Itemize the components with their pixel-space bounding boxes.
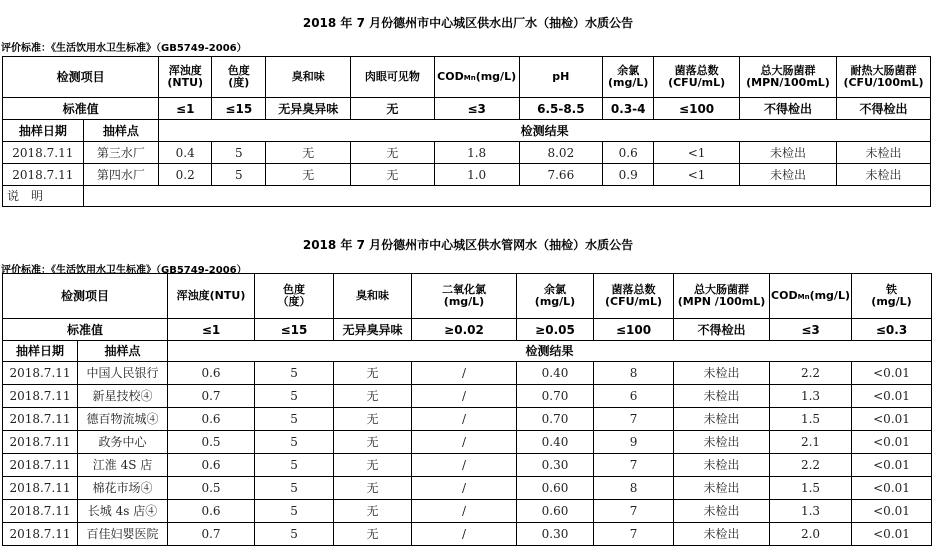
row-odor: 无 — [334, 454, 412, 477]
table-row — [3, 164, 931, 186]
row-date: 2018.7.11 — [3, 454, 78, 477]
row-coliform: 未检出 — [674, 477, 770, 500]
standard-iron: ≤0.3 — [852, 319, 932, 341]
row-turbidity: 0.4 — [159, 142, 212, 164]
row-clo2: / — [412, 431, 517, 454]
row-color: 5 — [255, 454, 334, 477]
row-date: 2018.7.11 — [3, 385, 78, 408]
standard-odor: 无异臭异味 — [266, 98, 351, 120]
row-cod: 1.0 — [434, 164, 519, 186]
row-iron: <0.01 — [852, 385, 932, 408]
row-cod: 2.2 — [770, 362, 852, 385]
header-turbidity: 浑浊度(NTU) — [168, 274, 255, 319]
row-color: 5 — [255, 385, 334, 408]
row-colonies: 7 — [594, 454, 674, 477]
row-colonies: 8 — [594, 362, 674, 385]
row-date: 2018.7.11 — [3, 477, 78, 500]
standard-turbidity: ≤1 — [168, 319, 255, 341]
row-coliform: 未检出 — [674, 362, 770, 385]
row-thermo: 未检出 — [836, 164, 930, 186]
header-coliform: 总大肠菌群 (MPN/100mL) — [739, 57, 836, 98]
notice1-criteria: 评价标准：《生活饮用水卫生标准》（GB5749-2006） — [1, 43, 247, 54]
header-color: 色度 （度） — [255, 274, 334, 319]
section-point: 抽样点 — [78, 341, 168, 362]
row-ph: 7.66 — [519, 164, 603, 186]
standard-label: 标准值 — [3, 319, 168, 341]
row-colonies: 9 — [594, 431, 674, 454]
row-coliform: 未检出 — [674, 408, 770, 431]
row-iron: <0.01 — [852, 408, 932, 431]
header-thermo: 耐热大肠菌群 (CFU/100mL) — [836, 57, 930, 98]
standard-odor: 无异臭异味 — [334, 319, 412, 341]
note-row — [3, 186, 931, 207]
section-header-row — [3, 341, 932, 362]
table-row — [3, 454, 932, 477]
row-date: 2018.7.11 — [3, 142, 84, 164]
row-point: 新星技校④ — [78, 385, 168, 408]
header-cod: CODMn(mg/L) — [770, 274, 852, 319]
header-chlorine: 余氯 (mg/L) — [603, 57, 654, 98]
row-colonies: 7 — [594, 523, 674, 546]
standard-row — [3, 98, 931, 120]
header-iron: 铁 (mg/L) — [852, 274, 932, 319]
row-turbidity: 0.2 — [159, 164, 212, 186]
row-point: 第三水厂 — [83, 142, 159, 164]
section-results: 检测结果 — [159, 120, 931, 142]
row-turbidity: 0.6 — [168, 500, 255, 523]
row-odor: 无 — [334, 362, 412, 385]
row-chlorine: 0.70 — [517, 385, 594, 408]
header-clo2: 二氧化氯 (mg/L) — [412, 274, 517, 319]
outlet-water-table — [2, 56, 931, 207]
row-cod: 2.0 — [770, 523, 852, 546]
header-ph: pH — [519, 57, 603, 98]
row-color: 5 — [255, 431, 334, 454]
section-point: 抽样点 — [83, 120, 159, 142]
row-color: 5 — [255, 500, 334, 523]
standard-coliform: 不得检出 — [739, 98, 836, 120]
row-coliform: 未检出 — [674, 385, 770, 408]
row-point: 江淮 4S 店 — [78, 454, 168, 477]
row-odor: 无 — [334, 431, 412, 454]
row-iron: <0.01 — [852, 362, 932, 385]
row-chlorine: 0.30 — [517, 523, 594, 546]
row-coliform: 未检出 — [674, 500, 770, 523]
row-turbidity: 0.5 — [168, 431, 255, 454]
standard-coliform: 不得检出 — [674, 319, 770, 341]
network-water-table — [2, 273, 932, 546]
row-point: 百佳妇婴医院 — [78, 523, 168, 546]
row-colonies: 7 — [594, 500, 674, 523]
row-date: 2018.7.11 — [3, 408, 78, 431]
row-turbidity: 0.5 — [168, 477, 255, 500]
row-colonies: <1 — [654, 164, 740, 186]
row-odor: 无 — [334, 523, 412, 546]
header-colonies: 菌落总数 (CFU/mL) — [654, 57, 740, 98]
row-date: 2018.7.11 — [3, 164, 84, 186]
row-colonies: 7 — [594, 408, 674, 431]
row-point: 政务中心 — [78, 431, 168, 454]
section-results: 检测结果 — [168, 341, 932, 362]
row-clo2: / — [412, 362, 517, 385]
table-row — [3, 385, 932, 408]
row-color: 5 — [212, 164, 266, 186]
row-coliform: 未检出 — [674, 523, 770, 546]
table-row — [3, 477, 932, 500]
row-color: 5 — [255, 477, 334, 500]
table-row — [3, 500, 932, 523]
standard-visible: 无 — [351, 98, 435, 120]
row-clo2: / — [412, 454, 517, 477]
row-chlorine: 0.30 — [517, 454, 594, 477]
standard-cod: ≤3 — [434, 98, 519, 120]
row-colonies: <1 — [654, 142, 740, 164]
row-cod: 1.8 — [434, 142, 519, 164]
header-cod: CODMn(mg/L) — [434, 57, 519, 98]
standard-ph: 6.5-8.5 — [519, 98, 603, 120]
note-label: 说 明 — [3, 186, 84, 207]
notice2-criteria: 评价标准：《生活饮用水卫生标准》（GB5749-2006） — [1, 265, 247, 276]
row-turbidity: 0.6 — [168, 454, 255, 477]
header-colonies: 菌落总数 (CFU/mL) — [594, 274, 674, 319]
section-date: 抽样日期 — [3, 341, 78, 362]
table-row — [3, 362, 932, 385]
standard-chlorine: 0.3-4 — [603, 98, 654, 120]
header-turbidity: 浑浊度 (NTU) — [159, 57, 212, 98]
header-item: 检测项目 — [3, 274, 168, 319]
standard-color: ≤15 — [212, 98, 266, 120]
row-iron: <0.01 — [852, 431, 932, 454]
row-visible: 无 — [351, 164, 435, 186]
standard-clo2: ≥0.02 — [412, 319, 517, 341]
standard-colonies: ≤100 — [654, 98, 740, 120]
row-date: 2018.7.11 — [3, 500, 78, 523]
row-cod: 1.3 — [770, 500, 852, 523]
row-odor: 无 — [266, 142, 351, 164]
table-row — [3, 408, 932, 431]
section-header-row — [3, 120, 931, 142]
row-odor: 无 — [266, 164, 351, 186]
row-clo2: / — [412, 500, 517, 523]
row-date: 2018.7.11 — [3, 431, 78, 454]
row-date: 2018.7.11 — [3, 523, 78, 546]
row-turbidity: 0.7 — [168, 385, 255, 408]
header-visible: 肉眼可见物 — [351, 57, 435, 98]
row-color: 5 — [255, 362, 334, 385]
standard-chlorine: ≥0.05 — [517, 319, 594, 341]
standard-turbidity: ≤1 — [159, 98, 212, 120]
header-row — [3, 274, 932, 319]
row-turbidity: 0.6 — [168, 408, 255, 431]
row-iron: <0.01 — [852, 454, 932, 477]
row-point: 棉花市场④ — [78, 477, 168, 500]
row-date: 2018.7.11 — [3, 362, 78, 385]
row-cod: 1.3 — [770, 385, 852, 408]
row-coliform: 未检出 — [674, 454, 770, 477]
standard-color: ≤15 — [255, 319, 334, 341]
standard-label: 标准值 — [3, 98, 159, 120]
row-point: 第四水厂 — [83, 164, 159, 186]
row-colonies: 6 — [594, 385, 674, 408]
row-clo2: / — [412, 385, 517, 408]
table-row — [3, 431, 932, 454]
row-cod: 2.2 — [770, 454, 852, 477]
row-point: 德百物流城④ — [78, 408, 168, 431]
row-chlorine: 0.60 — [517, 477, 594, 500]
header-coliform: 总大肠菌群 (MPN /100mL) — [674, 274, 770, 319]
row-odor: 无 — [334, 500, 412, 523]
notice1-title: 2018 年 7 月份德州市中心城区供水出厂水（抽检）水质公告 — [302, 16, 634, 30]
standard-colonies: ≤100 — [594, 319, 674, 341]
row-point: 长城 4s 店④ — [78, 500, 168, 523]
section-date: 抽样日期 — [3, 120, 84, 142]
row-coliform: 未检出 — [739, 142, 836, 164]
row-chlorine: 0.6 — [603, 142, 654, 164]
row-thermo: 未检出 — [836, 142, 930, 164]
row-chlorine: 0.60 — [517, 500, 594, 523]
row-odor: 无 — [334, 408, 412, 431]
row-coliform: 未检出 — [739, 164, 836, 186]
row-color: 5 — [255, 408, 334, 431]
header-odor: 臭和味 — [266, 57, 351, 98]
row-turbidity: 0.7 — [168, 523, 255, 546]
row-point: 中国人民银行 — [78, 362, 168, 385]
row-chlorine: 0.40 — [517, 362, 594, 385]
row-visible: 无 — [351, 142, 435, 164]
row-coliform: 未检出 — [674, 431, 770, 454]
row-iron: <0.01 — [852, 500, 932, 523]
row-cod: 1.5 — [770, 408, 852, 431]
row-iron: <0.01 — [852, 523, 932, 546]
header-item: 检测项目 — [3, 57, 159, 98]
table-row — [3, 142, 931, 164]
row-color: 5 — [255, 523, 334, 546]
standard-row — [3, 319, 932, 341]
notice2-title: 2018 年 7 月份德州市中心城区供水管网水（抽检）水质公告 — [302, 238, 634, 252]
standard-thermo: 不得检出 — [836, 98, 930, 120]
row-turbidity: 0.6 — [168, 362, 255, 385]
row-iron: <0.01 — [852, 477, 932, 500]
table-row — [3, 523, 932, 546]
standard-cod: ≤3 — [770, 319, 852, 341]
note-value — [83, 186, 930, 207]
header-color: 色度 (度) — [212, 57, 266, 98]
row-clo2: / — [412, 523, 517, 546]
header-chlorine: 余氯 (mg/L) — [517, 274, 594, 319]
row-odor: 无 — [334, 477, 412, 500]
row-colonies: 8 — [594, 477, 674, 500]
row-clo2: / — [412, 477, 517, 500]
row-clo2: / — [412, 408, 517, 431]
row-ph: 8.02 — [519, 142, 603, 164]
header-row — [3, 57, 931, 98]
row-color: 5 — [212, 142, 266, 164]
row-odor: 无 — [334, 385, 412, 408]
row-cod: 1.5 — [770, 477, 852, 500]
header-odor: 臭和味 — [334, 274, 412, 319]
row-cod: 2.1 — [770, 431, 852, 454]
row-chlorine: 0.70 — [517, 408, 594, 431]
row-chlorine: 0.9 — [603, 164, 654, 186]
row-chlorine: 0.40 — [517, 431, 594, 454]
